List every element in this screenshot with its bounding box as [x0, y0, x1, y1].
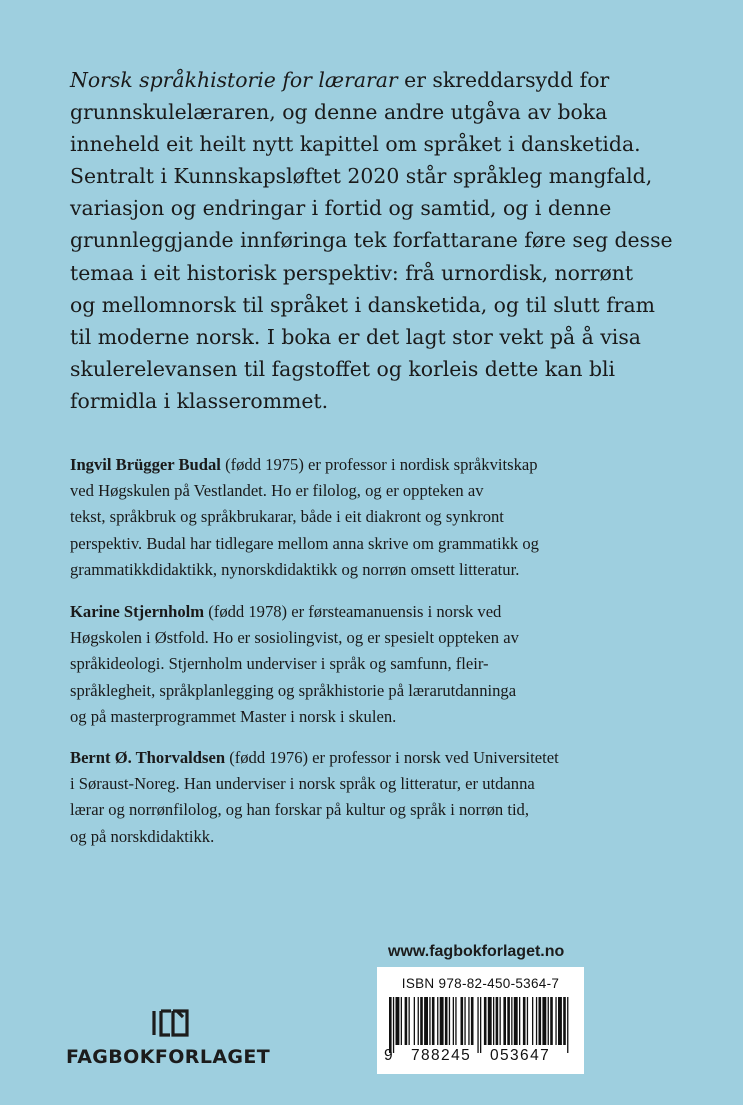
fagbokforlaget-book-logo-icon: [151, 1008, 191, 1038]
blurb-line: Sentralt i Kunnskapsløftet 2020 står språkleg mangfald,: [70, 164, 653, 189]
author-name: Ingvil Brügger Budal: [70, 455, 221, 474]
blurb-line: grunnleggjande innføringa tek forfattarane føre seg desse: [70, 228, 673, 253]
bio-line: og på norskdidaktikk.: [70, 826, 215, 846]
blurb-line-1: Norsk språkhistorie for lærarar er skreddarsydd for: [70, 68, 610, 92]
book-title: Norsk språkhistorie for lærarar: [70, 68, 398, 92]
blurb-text: [70, 64, 680, 417]
bio-line: grammatikkdidaktikk, nynorskdidaktikk og norrøn omsett litteratur.: [70, 559, 520, 579]
blurb-line: skulerelevansen til fagstoffet og korleis dette kan bli: [70, 356, 616, 381]
author-name: Bernt Ø. Thorvaldsen: [70, 748, 226, 767]
bio-line: i Søraust-Noreg. Han underviser i norsk språk og litteratur, er utdanna: [70, 774, 535, 794]
author-bio-budal: Ingvil Brügger Budal (fødd 1975) er professor i nordisk språkvitskap ved Høgskulen på Vestlandet. Ho er filolog, og er oppteken av tekst, språkbruk og språkbrukarar, både i eit diakront og synkront perspektiv. Budal har tidlegare mellom anna skrive om grammatikk og grammatikkdidaktikk, nynorskdidaktikk og norrøn omsett litteratur.: [70, 452, 680, 583]
barcode-bars: [387, 997, 575, 1053]
blurb-line: grunnskulelæraren, og denne andre utgåva av boka: [70, 100, 608, 125]
bio-line: lærar og norrønfilolog, og han forskar på kultur og språk i norrøn tid,: [70, 800, 530, 820]
bio-line: språkideologi. Stjernholm underviser i språk og samfunn, fleir-: [70, 654, 489, 674]
author-bio-thorvaldsen: Bernt Ø. Thorvaldsen (fødd 1976) er professor i norsk ved Universitetet i Søraust-Noreg. Han underviser i norsk språk og litteratur, er utdanna lærar og norrønfilolog, og han forskar på kultur og språk i norrøn tid, og på norskdidaktikk.: [70, 745, 680, 850]
blurb-line: til moderne norsk. I boka er det lagt stor vekt på å visa: [70, 324, 641, 349]
bio-line: språklegheit, språkplanlegging og språkhistorie på lærarutdanninga: [70, 680, 517, 700]
bio-line: Høgskolen i Østfold. Ho er sosiolingvist, og er spesielt oppteken av: [70, 628, 519, 648]
publisher-website[interactable]: www.fagbokforlaget.no: [388, 943, 565, 960]
blurb-line: formidla i klasserommet.: [70, 388, 329, 413]
author-bio-stjernholm: Karine Stjernholm (fødd 1978) er førsteamanuensis i norsk ved Høgskolen i Østfold. Ho er sosiolingvist, og er spesielt oppteken av språkideologi. Stjernholm underviser i språk og samfunn, fleir- språklegheit, språkplanlegging og språkhistorie på lærarutdanninga og på masterprogrammet Master i norsk i skulen.: [70, 599, 680, 730]
isbn-number: ISBN 978-82-450-5364-7: [401, 976, 560, 991]
bio-line: og på masterprogrammet Master i norsk i skulen.: [70, 706, 397, 726]
bio-line: tekst, språkbruk og språkbrukarar, både i eit diakront og synkront: [70, 507, 504, 527]
isbn-barcode: ISBN 978-82-450-5364-7 9 788245 053647: [377, 967, 584, 1074]
blurb-line: inneheld eit heilt nytt kapittel om språket i dansketida.: [70, 132, 641, 157]
bio-line: ved Høgskulen på Vestlandet. Ho er filolog, og er oppteken av: [70, 481, 484, 501]
bio-line: perspektiv. Budal har tidlegare mellom anna skrive om grammatikk og: [70, 533, 539, 553]
blurb-line: variasjon og endringar i fortid og samtid, og i denne: [70, 196, 612, 221]
blurb-line: temaa i eit historisk perspektiv: frå urnordisk, norrønt: [70, 260, 634, 285]
author-name: Karine Stjernholm: [70, 602, 205, 621]
blurb-line: og mellomnorsk til språket i dansketida, og til slutt fram: [70, 292, 655, 317]
publisher-name: FAGBOKFORLAGET: [66, 1046, 271, 1068]
